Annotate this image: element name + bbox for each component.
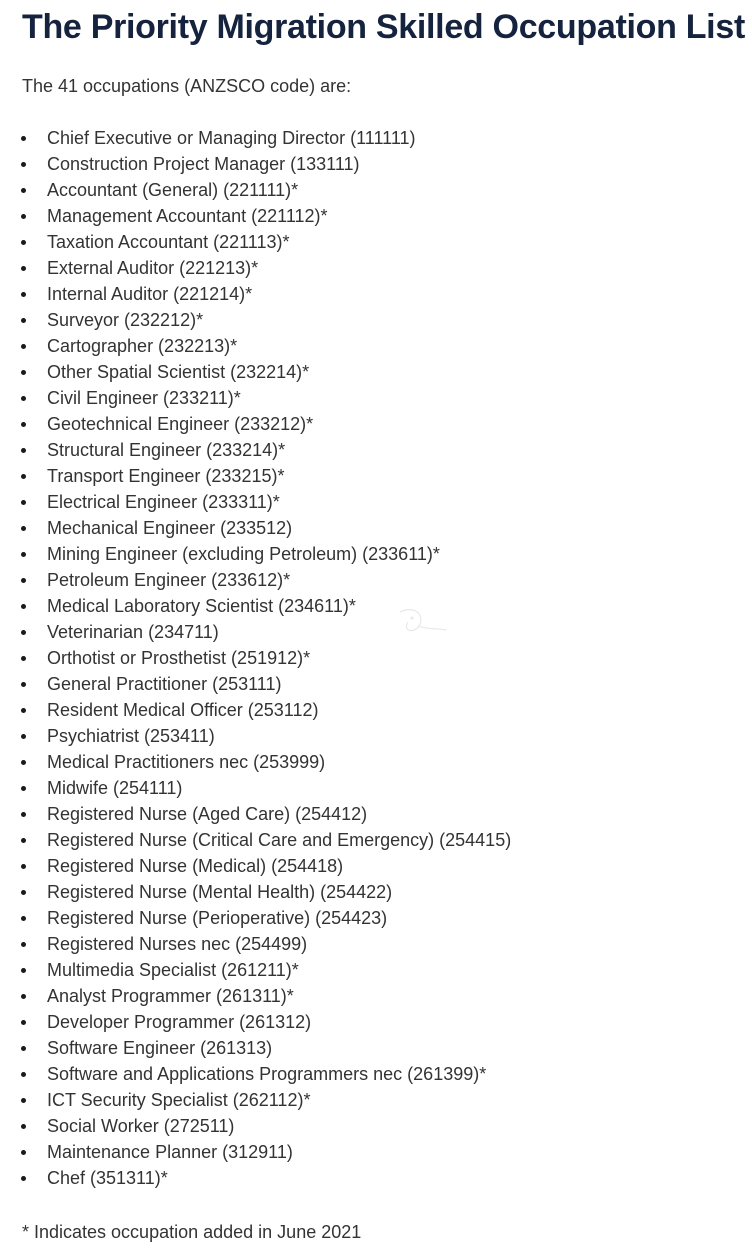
- occupation-label: Mining Engineer (excluding Petroleum) (233611)*: [47, 544, 440, 564]
- bullet-icon: [21, 760, 26, 765]
- list-item: [0, 697, 511, 723]
- bullet-icon: [21, 1176, 26, 1181]
- occupation-label: ICT Security Specialist (262112)*: [47, 1090, 311, 1110]
- bullet-icon: [21, 240, 26, 245]
- occupation-label: Mechanical Engineer (233512): [47, 518, 293, 538]
- occupation-label: General Practitioner (253111): [47, 674, 282, 694]
- bullet-icon: [21, 630, 26, 635]
- list-item: [0, 957, 511, 983]
- bullet-icon: [21, 864, 26, 869]
- occupation-label: Transport Engineer (233215)*: [47, 466, 285, 486]
- list-item: [0, 1061, 511, 1087]
- bullet-icon: [21, 708, 26, 713]
- occupation-label: Chef (351311)*: [47, 1168, 168, 1188]
- bullet-icon: [21, 1072, 26, 1077]
- bullet-icon: [21, 916, 26, 921]
- bullet-icon: [21, 214, 26, 219]
- list-item: [0, 385, 511, 411]
- bullet-icon: [21, 318, 26, 323]
- bullet-icon: [21, 838, 26, 843]
- occupation-label: Civil Engineer (233211)*: [47, 388, 241, 408]
- list-item: [0, 489, 511, 515]
- bullet-icon: [21, 968, 26, 973]
- occupation-label: Construction Project Manager (133111): [47, 154, 360, 174]
- occupation-label: Analyst Programmer (261311)*: [47, 986, 294, 1006]
- occupation-label: Developer Programmer (261312): [47, 1012, 312, 1032]
- list-item: [0, 359, 511, 385]
- list-item: [0, 1113, 511, 1139]
- occupation-label: Resident Medical Officer (253112): [47, 700, 319, 720]
- list-item: [0, 1087, 511, 1113]
- bullet-icon: [21, 136, 26, 141]
- occupation-label: Medical Practitioners nec (253999): [47, 752, 326, 772]
- occupation-label: Electrical Engineer (233311)*: [47, 492, 280, 512]
- list-item: [0, 203, 511, 229]
- bullet-icon: [21, 188, 26, 193]
- occupation-label: Psychiatrist (253411): [47, 726, 215, 746]
- list-item: [0, 879, 511, 905]
- occupation-label: Registered Nurse (Mental Health) (254422): [47, 882, 393, 902]
- occupation-label: Software Engineer (261313): [47, 1038, 273, 1058]
- list-item: [0, 333, 511, 359]
- occupation-label: Taxation Accountant (221113)*: [47, 232, 290, 252]
- intro-text: The 41 occupations (ANZSCO code) are:: [22, 76, 352, 96]
- list-item: [0, 229, 511, 255]
- bullet-icon: [21, 552, 26, 557]
- bullet-icon: [21, 474, 26, 479]
- bullet-icon: [21, 422, 26, 427]
- list-item: [0, 125, 511, 151]
- list-item: [0, 463, 511, 489]
- list-item: [0, 567, 511, 593]
- occupation-label: Surveyor (232212)*: [47, 310, 204, 330]
- list-item: [0, 775, 511, 801]
- bullet-icon: [21, 604, 26, 609]
- occupation-label: Maintenance Planner (312911): [47, 1142, 293, 1162]
- occupation-label: Registered Nurse (Perioperative) (254423): [47, 908, 388, 928]
- bullet-icon: [21, 942, 26, 947]
- watermark-logo: [300, 604, 450, 650]
- list-item: [0, 723, 511, 749]
- occupation-label: Internal Auditor (221214)*: [47, 284, 253, 304]
- bullet-icon: [21, 396, 26, 401]
- bullet-icon: [21, 812, 26, 817]
- bullet-icon: [21, 344, 26, 349]
- bullet-icon: [21, 1046, 26, 1051]
- bullet-icon: [21, 1098, 26, 1103]
- footnote: * Indicates occupation added in June 2021: [22, 1222, 362, 1242]
- list-item: [0, 281, 511, 307]
- list-item: [0, 151, 511, 177]
- occupation-label: Orthotist or Prosthetist (251912)*: [47, 648, 311, 668]
- bullet-icon: [21, 1124, 26, 1129]
- bullet-icon: [21, 370, 26, 375]
- occupation-label: Multimedia Specialist (261211)*: [47, 960, 299, 980]
- list-item: [0, 983, 511, 1009]
- list-item: [0, 1139, 511, 1165]
- list-item: [0, 1165, 511, 1191]
- occupation-label: Registered Nurse (Medical) (254418): [47, 856, 344, 876]
- occupation-label: Midwife (254111): [47, 778, 183, 798]
- list-item: [0, 931, 511, 957]
- occupation-label: Geotechnical Engineer (233212)*: [47, 414, 314, 434]
- list-item: [0, 827, 511, 853]
- list-item: [0, 255, 511, 281]
- occupation-label: Software and Applications Programmers nec (261399)*: [47, 1064, 487, 1084]
- list-item: [0, 905, 511, 931]
- occupation-label: Registered Nurse (Critical Care and Emergency) (254415): [47, 830, 512, 850]
- occupation-label: Medical Laboratory Scientist (234611)*: [47, 596, 356, 616]
- list-item: [0, 749, 511, 775]
- bullet-icon: [21, 448, 26, 453]
- list-item: [0, 1009, 511, 1035]
- occupation-label: Structural Engineer (233214)*: [47, 440, 286, 460]
- bullet-icon: [21, 500, 26, 505]
- occupation-label: Other Spatial Scientist (232214)*: [47, 362, 310, 382]
- occupation-list: [0, 125, 511, 1191]
- bullet-icon: [21, 526, 26, 531]
- occupation-label: Veterinarian (234711): [47, 622, 219, 642]
- occupation-label: Social Worker (272511): [47, 1116, 235, 1136]
- page-title: The Priority Migration Skilled Occupation List: [22, 8, 745, 46]
- occupation-label: Management Accountant (221112)*: [47, 206, 328, 226]
- list-item: [0, 307, 511, 333]
- bullet-icon: [21, 682, 26, 687]
- occupation-label: Petroleum Engineer (233612)*: [47, 570, 291, 590]
- bullet-icon: [21, 292, 26, 297]
- list-item: [0, 801, 511, 827]
- bullet-icon: [21, 1150, 26, 1155]
- bullet-icon: [21, 994, 26, 999]
- occupation-label: Accountant (General) (221111)*: [47, 180, 299, 200]
- occupation-label: Cartographer (232213)*: [47, 336, 238, 356]
- bullet-icon: [21, 578, 26, 583]
- list-item: [0, 177, 511, 203]
- bullet-icon: [21, 656, 26, 661]
- bullet-icon: [21, 734, 26, 739]
- occupation-label: Registered Nurses nec (254499): [47, 934, 308, 954]
- list-item: [0, 671, 511, 697]
- list-item: [0, 411, 511, 437]
- list-item: [0, 541, 511, 567]
- list-item: [0, 1035, 511, 1061]
- bullet-icon: [21, 162, 26, 167]
- bullet-icon: [21, 266, 26, 271]
- bullet-icon: [21, 786, 26, 791]
- bullet-icon: [21, 890, 26, 895]
- occupation-label: Chief Executive or Managing Director (111111): [47, 128, 416, 148]
- occupation-label: Registered Nurse (Aged Care) (254412): [47, 804, 368, 824]
- list-item: [0, 853, 511, 879]
- list-item: [0, 437, 511, 463]
- occupation-label: External Auditor (221213)*: [47, 258, 259, 278]
- list-item: [0, 515, 511, 541]
- bullet-icon: [21, 1020, 26, 1025]
